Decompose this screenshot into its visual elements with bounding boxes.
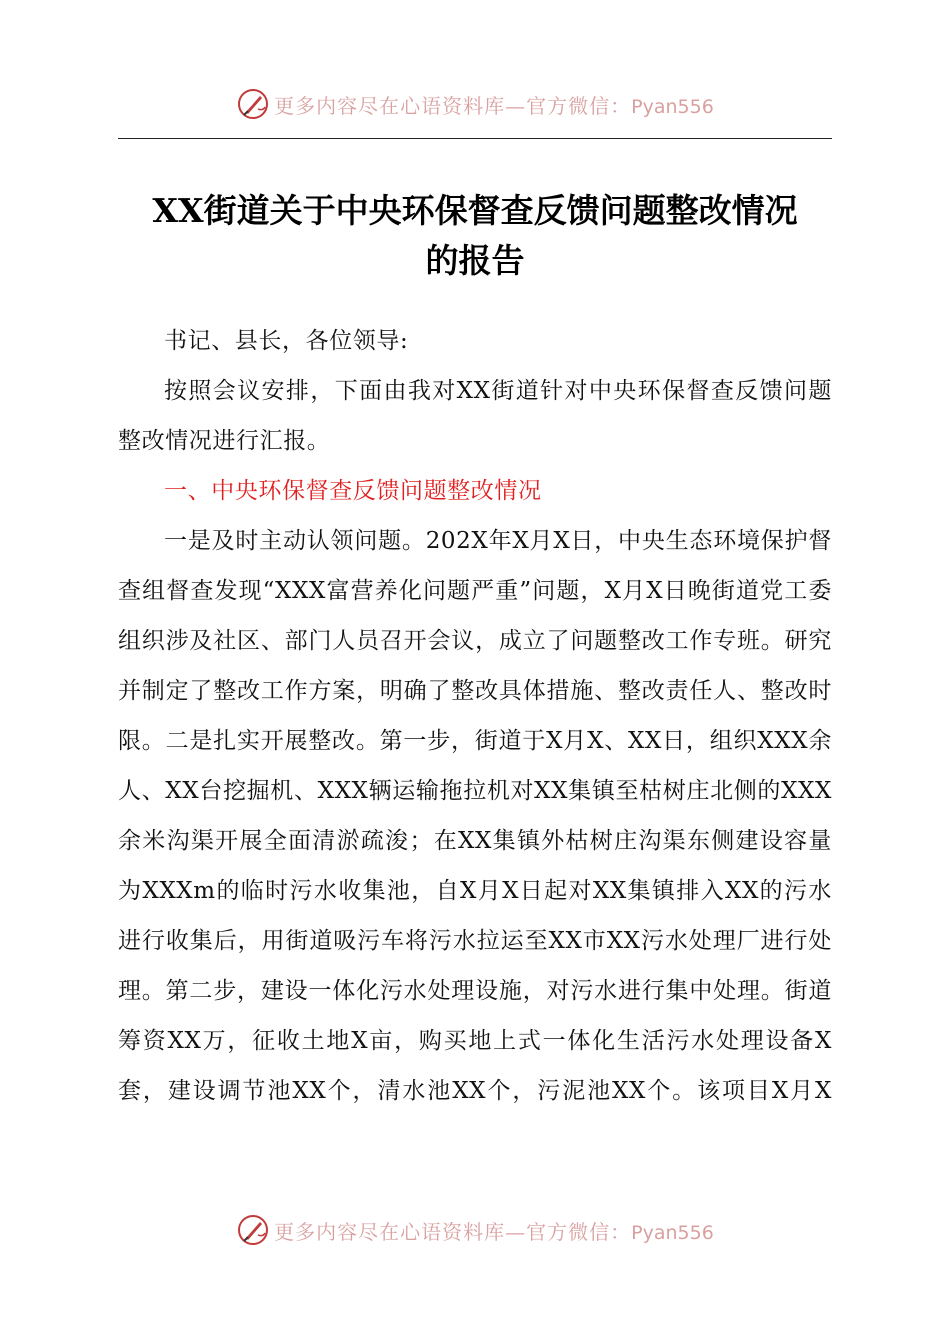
quill-pen-logo-icon [236,1213,270,1247]
quill-pen-logo-icon [236,87,270,121]
header-divider [118,138,832,139]
document-body [118,316,832,1116]
document-title [100,186,850,286]
watermark-text: 更多内容尽在心语资料库—官方微信：Pyan556 [274,1219,714,1244]
wechat-id: Pyan556 [631,1221,714,1244]
title-line-2: 的报告 [425,241,525,280]
salutation: 书记、县长，各位领导: [164,328,409,354]
title-line-1: XX街道关于中央环保督查反馈问题整改情况 [152,191,798,230]
wechat-id: Pyan556 [631,95,714,118]
header-watermark [0,84,950,124]
section-1-paragraph: 一是及时主动认领问题。202X年X月X日，中央生态环境保护督查组督查发现“XXX富营养化问题严重”问题，X月X日晚街道党工委组织涉及社区、部门人员召开会议，成立了问题整改工作专班。研究并制定了整改工作方案，明确了整改具体措施、整改责任人、整改时限。二是扎实开展整改。第一步，街道于X月X、XX日，组织XXX余人、XX台挖掘机、XXX辆运输拖拉机对XX集镇至枯树庄北侧的XXX余米沟渠开展全面清淤疏浚；在XX集镇外枯树庄沟渠东侧建设容量为XXXm的临时污水收集池，自X月X日起对XX集镇排入XX的污水进行收集后，用街道吸污车将污水拉运至XX市XX污水处理厂进行处理。第二步，建设一体化污水处理设施，对污水进行集中处理。街道筹资XX万，征收土地X亩，购买地上式一体化生活污水处理设备X套，建设调节池XX个，清水池XX个，污泥池XX个。该项目X月X [118,528,832,1104]
watermark-text: 更多内容尽在心语资料库—官方微信：Pyan556 [274,93,714,118]
footer-watermark [0,1210,950,1250]
intro-paragraph: 按照会议安排，下面由我对XX街道针对中央环保督查反馈问题整改情况进行汇报。 [118,378,832,454]
section-1-heading: 一、中央环保督查反馈问题整改情况 [164,478,542,504]
